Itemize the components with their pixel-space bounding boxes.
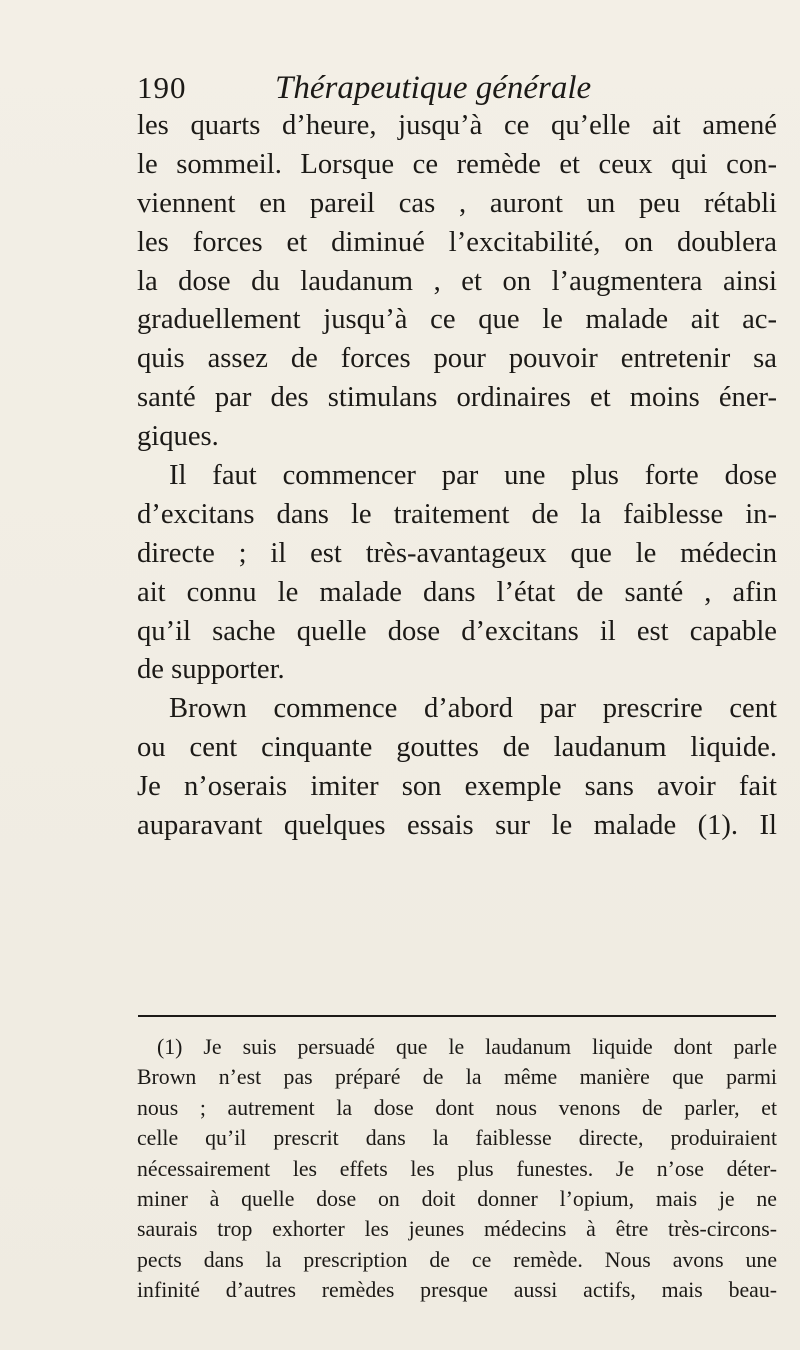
text-line: directe ; il est très-avantageux que le médecin xyxy=(137,537,777,569)
footnote-rule xyxy=(138,1015,776,1017)
text-line: auparavant quelques essais sur le malade (1). Il xyxy=(137,810,777,842)
footnote-line: Brown n’est pas préparé de la même manière que parmi xyxy=(137,1065,777,1090)
footnote-line: infinité d’autres remèdes presque aussi actifs, mais beau- xyxy=(137,1278,777,1303)
footnote-line: (1) Je suis persuadé que le laudanum liquide dont parle xyxy=(157,1035,777,1059)
footnote xyxy=(137,1032,777,1306)
footnote-line: celle qu’il prescrit dans la faiblesse directe, produiraient xyxy=(137,1126,777,1151)
footnote-line: miner à quelle dose on doit donner l’opium, mais je ne xyxy=(137,1186,777,1211)
running-title: Thérapeutique générale xyxy=(275,70,592,106)
page-header xyxy=(137,68,777,108)
text-line: giques. xyxy=(137,421,219,453)
main-text xyxy=(137,107,777,846)
text-line: d’excitans dans le traitement de la faiblesse in- xyxy=(137,498,777,530)
text-line: santé par des stimulans ordinaires et moins éner- xyxy=(137,382,777,414)
text-line: de supporter. xyxy=(137,654,285,686)
text-line: qu’il sache quelle dose d’excitans il est capable xyxy=(137,615,777,647)
footnote-line: nous ; autrement la dose dont nous venons de parler, et xyxy=(137,1095,777,1120)
text-line: Je n’oserais imiter son exemple sans avoir fait xyxy=(137,771,777,803)
page-number: 190 xyxy=(137,70,187,105)
text-line: viennent en pareil cas , auront un peu rétabli xyxy=(137,187,777,219)
text-line: les quarts d’heure, jusqu’à ce qu’elle ait amené xyxy=(137,110,777,141)
footnote-line: nécessairement les effets les plus funestes. Je n’ose déter- xyxy=(137,1156,777,1181)
text-line: Il faut commencer par une plus forte dose xyxy=(169,460,777,492)
text-line: Brown commence d’abord par prescrire cent xyxy=(169,693,777,725)
text-line: la dose du laudanum , et on l’augmentera ainsi xyxy=(137,265,777,297)
text-line: graduellement jusqu’à ce que le malade ait ac- xyxy=(137,304,777,336)
text-line: quis assez de forces pour pouvoir entretenir sa xyxy=(137,343,777,375)
text-line: ait connu le malade dans l’état de santé , afin xyxy=(137,576,777,608)
footnote-line: pects dans la prescription de ce remède. Nous avons une xyxy=(137,1247,777,1272)
text-line: les forces et diminué l’excitabilité, on doublera xyxy=(137,226,777,258)
text-line: ou cent cinquante gouttes de laudanum liquide. xyxy=(137,732,777,764)
text-line: le sommeil. Lorsque ce remède et ceux qui con- xyxy=(137,148,777,180)
footnote-line: saurais trop exhorter les jeunes médecins à être très-circons- xyxy=(137,1217,777,1242)
